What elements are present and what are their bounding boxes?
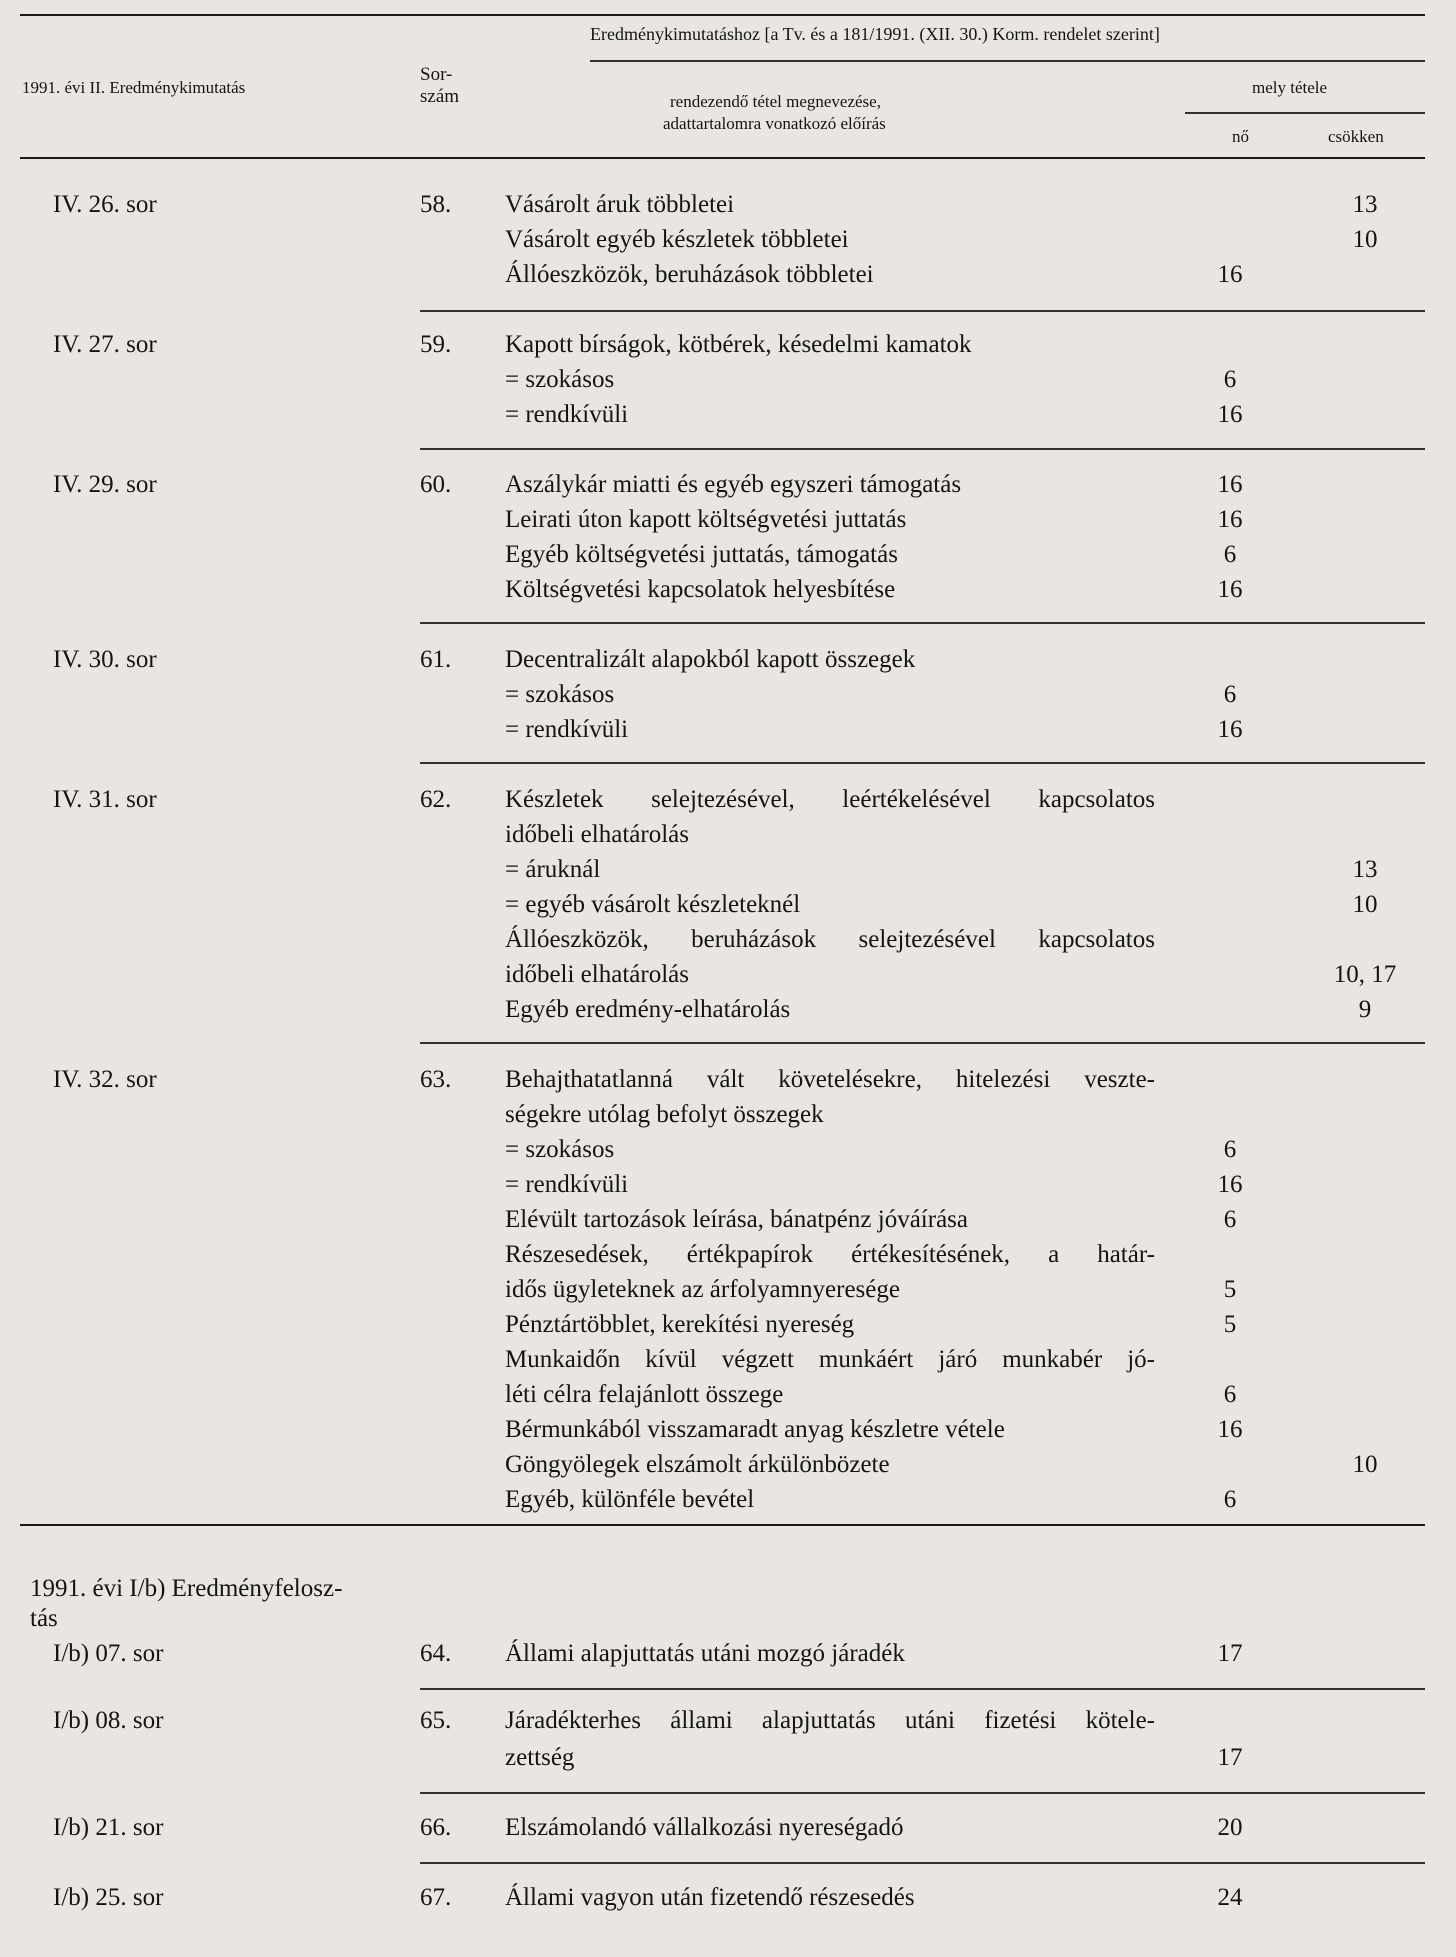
row-ref: IV. 30. sor [53,646,157,673]
section2-title: tás [30,1605,58,1632]
value-no: 6 [1223,1381,1237,1408]
row-line: Decentralizált alapokból kapott összegek [505,646,916,673]
row-line: Elszámolandó vállalkozási nyereségadó [505,1814,904,1841]
row-ref: IV. 32. sor [53,1066,157,1093]
value-no: 16 [1217,716,1243,743]
row-separator [420,1862,1425,1864]
row-line: = szokásos [505,366,615,393]
row-ref: I/b) 25. sor [53,1884,164,1911]
row-line: Kapott bírságok, kötbérek, késedelmi kamatok [505,331,972,358]
header-col2-line2: szám [420,86,460,107]
value-no: 6 [1223,1136,1237,1163]
row-line: Leirati úton kapott költségvetési juttatás [505,506,907,533]
value-no: 6 [1223,1486,1237,1513]
row-separator [420,1792,1425,1794]
value-csokken: 10 [1352,226,1378,253]
row-line: Munkaidőn kívül végzett munkáért járó munkabér jó- [505,1346,1155,1373]
row-line: Költségvetési kapcsolatok helyesbítése [505,576,896,603]
row-separator [420,310,1425,312]
row-line: Állóeszközök, beruházások selejtezésével kapcsolatos [505,926,1155,953]
row-number: 60. [420,471,452,498]
row-line: Járadékterhes állami alapjuttatás utáni fizetési kötele- [505,1707,1155,1734]
row-separator [420,1688,1425,1690]
row-line: időbeli elhatárolás [505,821,689,848]
row-line: = egyéb vásárolt készleteknél [505,891,801,918]
value-no: 20 [1217,1814,1243,1841]
row-number: 61. [420,646,452,673]
row-separator [420,1042,1425,1044]
row-line: Egyéb eredmény-elhatárolás [505,996,791,1023]
value-no: 6 [1223,541,1237,568]
row-ref: IV. 26. sor [53,191,157,218]
value-no: 16 [1217,471,1243,498]
row-ref: IV. 27. sor [53,331,157,358]
header-bottom-rule [20,157,1425,159]
row-number: 64. [420,1640,452,1667]
row-number: 67. [420,1884,452,1911]
row-line: Aszálykár miatti és egyéb egyszeri támogatás [505,471,962,498]
header-title: Eredménykimutatáshoz [a Tv. és a 181/1991. (XII. 30.) Korm. rendelet szerint] [590,24,1160,44]
header-col4: mely tétele [1252,78,1328,97]
header-col4b: csökken [1328,127,1384,146]
value-no: 5 [1223,1311,1237,1338]
value-no: 6 [1223,681,1237,708]
row-line: léti célra felajánlott összege [505,1381,784,1408]
value-no: 17 [1217,1744,1243,1771]
row-line: Vásárolt egyéb készletek többletei [505,226,849,253]
header-title-rule [590,60,1425,62]
row-number: 65. [420,1707,452,1734]
row-line: zettség [505,1744,575,1771]
value-no: 5 [1223,1276,1237,1303]
row-line: Göngyölegek elszámolt árkülönbözete [505,1451,890,1478]
row-line: = szokásos [505,681,615,708]
row-line: = rendkívüli [505,401,629,428]
row-line: = rendkívüli [505,716,629,743]
row-line: időbeli elhatárolás [505,961,689,988]
value-csokken: 10, 17 [1333,961,1397,988]
header-col2-line1: Sor- [420,64,453,85]
row-line: Állóeszközök, beruházások többletei [505,261,874,288]
row-ref: IV. 31. sor [53,786,157,813]
value-no: 16 [1217,1171,1243,1198]
value-csokken: 13 [1352,856,1378,883]
row-line: = szokásos [505,1136,615,1163]
value-no: 24 [1217,1884,1243,1911]
row-line: Részesedések, értékpapírok értékesítésének, a határ- [505,1241,1155,1268]
value-csokken: 10 [1352,891,1378,918]
header-col3-line1: rendezendő tétel megnevezése, [670,92,881,111]
row-number: 62. [420,786,452,813]
value-no: 16 [1217,1416,1243,1443]
row-line: = áruknál [505,856,601,883]
row-line: idős ügyleteknek az árfolyamnyeresége [505,1276,900,1303]
value-no: 6 [1223,366,1237,393]
value-no: 6 [1223,1206,1237,1233]
row-line: Állami alapjuttatás utáni mozgó járadék [505,1640,905,1667]
row-line: Készletek selejtezésével, leértékelésével kapcsolatos [505,786,1155,813]
row-number: 59. [420,331,452,358]
value-csokken: 10 [1352,1451,1378,1478]
header-col3-line2: adattartalomra vonatkozó előírás [663,114,886,133]
row-line: Behajthatatlanná vált követelésekre, hitelezési veszte- [505,1066,1155,1093]
value-no: 16 [1217,506,1243,533]
header-col1: 1991. évi II. Eredménykimutatás [22,78,246,97]
row-line: Bérmunkából visszamaradt anyag készletre vétele [505,1416,1005,1443]
top-rule [20,14,1425,16]
row-separator [420,448,1425,450]
row-ref: I/b) 07. sor [53,1640,164,1667]
section2-title: 1991. évi I/b) Eredményfelosz- [30,1575,343,1602]
row-number: 66. [420,1814,452,1841]
value-no: 16 [1217,401,1243,428]
header-col4a: nő [1232,127,1249,146]
value-no: 16 [1217,576,1243,603]
value-no: 17 [1217,1640,1243,1667]
row-line: Egyéb költségvetési juttatás, támogatás [505,541,898,568]
row-separator [420,622,1425,624]
row-line: Egyéb, különféle bevétel [505,1486,755,1513]
row-line: Vásárolt áruk többletei [505,191,735,218]
row-ref: I/b) 21. sor [53,1814,164,1841]
row-number: 58. [420,191,452,218]
value-no: 16 [1217,261,1243,288]
row-line: = rendkívüli [505,1171,629,1198]
row-number: 63. [420,1066,452,1093]
row-separator [420,762,1425,764]
header-col4-rule [1185,112,1425,114]
value-csokken: 13 [1352,191,1378,218]
row-line: Elévült tartozások leírása, bánatpénz jóváírása [505,1206,968,1233]
row-line: Állami vagyon után fizetendő részesedés [505,1884,915,1911]
section-rule [20,1524,1425,1526]
row-line: ségekre utólag befolyt összegek [505,1101,824,1128]
value-csokken: 9 [1358,996,1372,1023]
row-ref: I/b) 08. sor [53,1707,164,1734]
row-ref: IV. 29. sor [53,471,157,498]
row-line: Pénztártöbblet, kerekítési nyereség [505,1311,855,1338]
